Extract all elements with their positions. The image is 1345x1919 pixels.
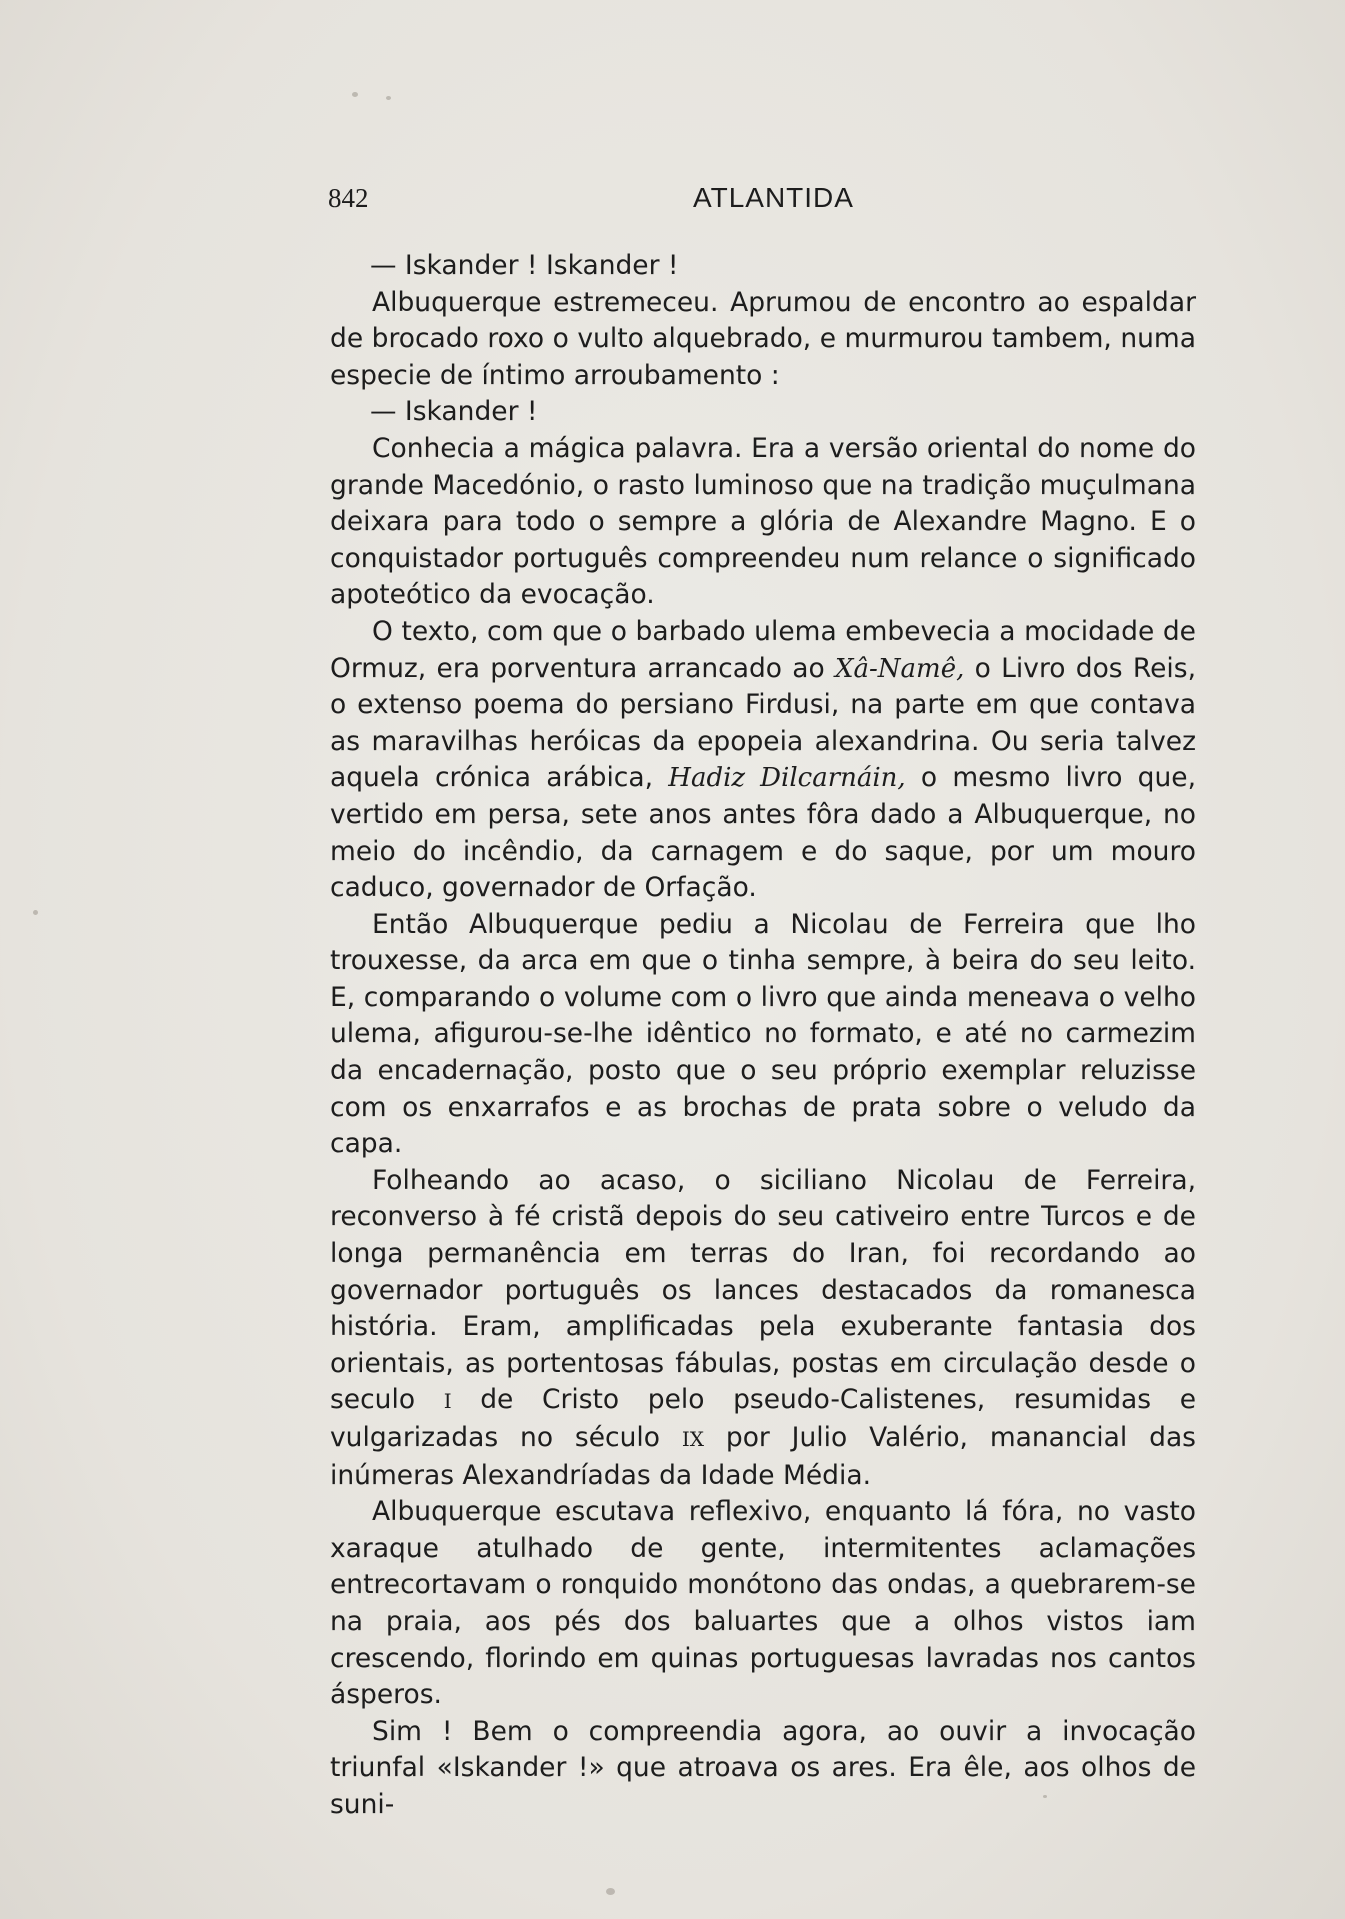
running-title: ATLANTIDA [693,182,854,213]
paragraph: Conhecia a mágica palavra. Era a versão oriental do nome do grande Macedónio, o rasto luminoso que na tradição muçulmana deixara para todo o sempre a glória de Alexandre Magno. E o conquistador português compreendeu num relance o significado apoteótico da evocação. [330,432,1196,611]
paper-speck [606,1888,615,1895]
paper-speck [33,910,38,915]
book-title-xa-name: Xâ-Namê, [835,653,965,684]
paragraph [330,1163,1196,1494]
book-title-hadiz-dilcarnain: Hadiz Dilcarnáin, [668,763,906,794]
paragraph: Albuquerque estremeceu. Aprumou de encontro ao espaldar de brocado roxo o vulto alquebrado, e murmurou tambem, numa especie de íntimo arroubamento : [330,286,1196,391]
page-header [328,178,1188,218]
text-segment: o mesmo livro que, vertido em persa, sete anos antes fôra dado a Albuquerque, no meio do incêndio, da carnagem e do saque, por um mouro caduco, governador de Orfação. [330,762,1197,904]
paragraph: Sim ! Bem o compreendia agora, ao ouvir a invocação triunfal «Iskander !» que atroava os ares. Era êle, aos olhos de suni- [330,1715,1196,1820]
paper-speck [1043,1795,1047,1798]
page-number: 842 [328,183,369,213]
text-segment: por Julio Valério, manancial das inúmeras Alexandríadas da Idade Média. [330,1422,1196,1491]
century-numeral: I [443,1389,452,1414]
paragraph: — Iskander ! Iskander ! [370,250,679,281]
text-segment: Folheando ao acaso, o siciliano Nicolau de Ferreira, reconverso à fé cristã depois do seu cativeiro entre Turcos e de longa permanência em terras do Iran, foi recordando ao governador português os lances destacados da romanesca história. Eram, amplificadas pela exuberante fantasia dos orientais, as portentosas fábulas, postas em circulação desde o seculo [330,1164,1196,1416]
body-text [330,248,1196,1824]
text-segment: o Livro dos Reis, o extenso poema do persiano Firdusi, na parte em que contava as maravilhas heróicas da epopeia alexandrina. Ou seria talvez aquela crónica arábica, [330,652,1196,794]
century-numeral: IX [681,1427,704,1451]
paper-speck [386,96,391,100]
paragraph [330,614,1196,907]
text-segment: O texto, com que o barbado ulema embevecia a mocidade de Ormuz, era porventura arrancado ao [330,615,1196,684]
paragraph: Albuquerque escutava reflexivo, enquanto lá fóra, no vasto xaraque atulhado de gente, intermitentes aclamações entrecortavam o ronquido monótono das ondas, a quebrarem-se na praia, aos pés dos baluartes que a olhos vistos iam crescendo, florindo em quinas portuguesas lavradas nos cantos ásperos. [330,1496,1196,1711]
paper-speck [352,92,358,97]
text-segment: de Cristo pelo pseudo-Calistenes, resumidas e vulgarizadas no século [330,1384,1197,1453]
paragraph: Então Albuquerque pediu a Nicolau de Ferreira que lho trouxesse, da arca em que o tinha sempre, à beira do seu leito. E, comparando o volume com o livro que ainda meneava o velho ulema, afigurou-se-lhe idêntico no formato, e até no carmezim da encadernação, posto que o seu próprio exemplar reluzisse com os enxarrafos e as brochas de prata sobre o veludo da capa. [330,908,1196,1160]
paragraph: — Iskander ! [370,396,538,428]
